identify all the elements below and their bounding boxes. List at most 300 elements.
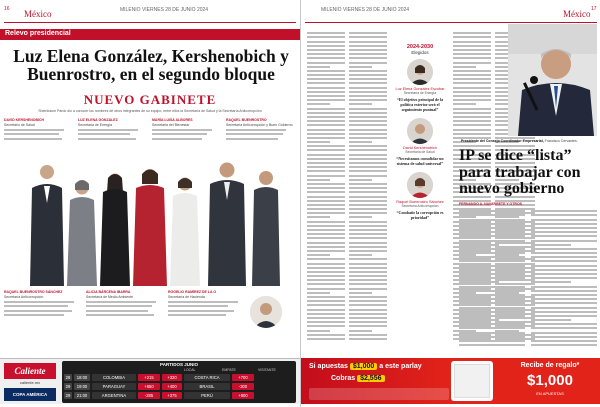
text-line: [349, 204, 387, 206]
text-line: [307, 275, 345, 277]
text-line: [349, 124, 387, 126]
bio-role: Secretaria del Bienestar: [152, 122, 190, 127]
text-line: [531, 273, 597, 275]
text-line: [459, 311, 525, 313]
home-odds: -285: [138, 392, 160, 399]
text-line: [349, 263, 387, 265]
bio-top-3: [152, 118, 222, 142]
profile-2: [391, 118, 449, 166]
text-line: [531, 260, 597, 262]
photo-caption: [461, 139, 597, 143]
text-line: [349, 49, 387, 51]
text-line: [307, 229, 345, 231]
text-line: [349, 45, 387, 47]
text-line: [459, 244, 499, 246]
text-line: [307, 330, 330, 332]
text-line: [349, 271, 387, 273]
text-line: [531, 327, 597, 329]
right-top-rule: [305, 22, 597, 23]
header-local: LOCAL: [184, 368, 196, 372]
text-line: [531, 235, 597, 237]
profile-name: David Kershenobich: [403, 146, 437, 150]
text-line: [453, 32, 491, 34]
text-line: [307, 70, 345, 72]
portrait-circle: [250, 296, 282, 328]
text-line: [459, 344, 525, 346]
parlay-line2: a este parlay: [379, 363, 422, 370]
bio-role: Secretaria de Energía: [78, 122, 113, 127]
text-line: [349, 212, 387, 214]
text-line: [307, 325, 345, 327]
text-line: [531, 298, 597, 300]
text-line: [349, 196, 387, 198]
away-team: PERÚ: [184, 392, 230, 399]
right-section-label: México: [563, 9, 591, 19]
text-line: [307, 313, 345, 315]
text-line: [459, 269, 525, 271]
bio-bottom-1: [4, 290, 82, 318]
text-line: [307, 49, 345, 51]
text-line: [349, 233, 387, 235]
away-team: COSTA RICA: [184, 374, 230, 381]
away-team: BRASIL: [184, 383, 230, 390]
text-line: [349, 250, 387, 252]
profile-quote: “El objetivo principal de la política exterior será el seguimiento puntual”: [396, 97, 444, 112]
draw-odds: +400: [162, 383, 182, 390]
text-line: [349, 317, 387, 319]
text-line: [307, 317, 345, 319]
text-line: [349, 154, 387, 156]
text-line: [349, 82, 387, 84]
profile-photo: [407, 118, 433, 144]
text-line: [307, 304, 345, 306]
text-line: [349, 166, 387, 168]
text-line: [307, 145, 345, 147]
text-line: [453, 41, 491, 43]
text-line: [307, 129, 345, 131]
text-line: [459, 219, 525, 221]
text-line: [459, 332, 525, 334]
text-line: [349, 321, 387, 323]
text-line: [453, 120, 491, 122]
promo-title: Recibe de regalo*: [520, 362, 580, 369]
text-line: [349, 41, 387, 43]
text-line: [531, 332, 597, 334]
text-line: [307, 99, 345, 101]
profiles-title: 2024-2030: [406, 44, 434, 50]
profile-name: Raquel Buenrostro Sánchez: [396, 200, 444, 204]
text-line: [349, 141, 372, 143]
header-visitante: VISITANTE: [258, 368, 276, 372]
text-line: [459, 240, 525, 242]
text-line: [531, 231, 597, 233]
match-time: 18:00: [74, 374, 90, 381]
text-line: [459, 265, 525, 267]
text-line: [307, 200, 345, 202]
text-line: [307, 108, 345, 110]
headline-subtitle: Sheinbaum Pardo dio a conocer los nombres de otros integrantes de su equipo, entre ellos la Secretaría de Salud y la Secretaría Anticorrupción: [38, 109, 262, 113]
section-bar: Relevo presidencial: [0, 29, 300, 40]
text-line: [349, 108, 387, 110]
text-line: [307, 62, 345, 64]
text-line: [349, 225, 387, 227]
right-running-head: MILENIO VIERNES 28 DE JUNIO 2024: [321, 7, 410, 13]
text-line: [349, 309, 387, 311]
home-odds: +650: [138, 383, 160, 390]
text-line: [307, 78, 345, 80]
text-line: [531, 269, 597, 271]
text-line: [459, 252, 525, 254]
text-line: [531, 302, 597, 304]
text-line: [349, 116, 387, 118]
text-line: [307, 103, 330, 105]
text-line: [349, 66, 372, 68]
promo-amount: $1,000: [527, 372, 573, 389]
text-line: [453, 70, 491, 72]
text-line: [453, 45, 491, 47]
profile-quote: “Necesitamos consolidar un sistema de salud universal”: [396, 156, 444, 166]
text-line: [349, 237, 387, 239]
text-line: [349, 304, 387, 306]
text-line: [307, 296, 345, 298]
left-top-rule: [4, 22, 296, 23]
text-line: [453, 62, 491, 64]
text-line: [453, 124, 491, 126]
text-line: [307, 300, 345, 302]
text-line: [349, 183, 387, 185]
text-line: [459, 235, 525, 237]
bio-name: RAQUEL BUENROSTRO: [226, 118, 267, 122]
copa-america-badge: COPA AMÉRICA: [4, 388, 56, 401]
text-line: [531, 214, 597, 216]
text-line: [307, 288, 345, 290]
text-line: [349, 149, 387, 151]
parlay-line1: Si apuestas: [309, 363, 348, 370]
text-line: [307, 74, 345, 76]
text-line: [459, 277, 525, 279]
text-line: [459, 290, 525, 292]
caliente-logo: Caliente: [4, 363, 56, 379]
text-line: [459, 260, 525, 262]
parlay-amount1: $1,000: [350, 363, 377, 370]
text-line: [307, 36, 345, 38]
text-line: [531, 210, 597, 212]
text-line: [349, 221, 387, 223]
text-line: [531, 290, 597, 292]
phone-mockup: [451, 361, 493, 401]
text-line: [349, 137, 387, 139]
text-line: [349, 296, 387, 298]
text-line: [349, 36, 387, 38]
group-photo-illustration: [20, 158, 280, 286]
text-line: [349, 267, 387, 269]
text-line: [459, 323, 525, 325]
right-page: [300, 0, 600, 407]
parlay-picks-strip: [309, 388, 449, 400]
text-line: [307, 283, 345, 285]
profiles-column: [391, 44, 449, 220]
ip-byline: FERNANDO A. NAVARRETE Y OTROS: [459, 202, 523, 206]
text-line: [459, 307, 525, 309]
text-line: [307, 116, 345, 118]
ip-headline: IP se dice “lista” para trabajar con nuevo gobierno: [459, 147, 581, 197]
text-line: [453, 108, 491, 110]
text-line: [307, 208, 345, 210]
text-line: [531, 294, 597, 296]
text-line: [349, 292, 372, 294]
bio-role: Secretaría Anticorrupción: [4, 294, 44, 299]
parlay-ad[interactable]: [301, 358, 600, 404]
text-line: [307, 267, 345, 269]
text-line: [531, 307, 597, 309]
text-line: [307, 149, 345, 151]
text-line: [349, 283, 387, 285]
text-line: [531, 248, 597, 250]
text-line: [349, 74, 387, 76]
draw-odds: +375: [162, 392, 182, 399]
profile-role: Secretaría de Salud: [405, 150, 435, 154]
text-line: [307, 292, 330, 294]
businessman-photo: [508, 24, 597, 136]
text-line: [307, 133, 345, 135]
text-line: [349, 288, 387, 290]
text-line: [349, 325, 387, 327]
text-line: [349, 254, 372, 256]
bio-name: RAQUEL BUENROSTRO SÁNCHEZ: [4, 290, 63, 294]
text-line: [307, 166, 345, 168]
text-line: [349, 300, 387, 302]
left-page-number: 16: [4, 6, 10, 12]
text-line: [453, 82, 491, 84]
text-line: [453, 103, 476, 105]
text-line: [307, 191, 345, 193]
profiles-subtitle: Elegidos: [411, 50, 429, 55]
text-line: [453, 87, 491, 89]
text-line: [531, 340, 597, 342]
text-line: [307, 216, 330, 218]
text-line: [349, 62, 387, 64]
text-line: [453, 95, 491, 97]
ip-article-col-1: [459, 208, 525, 352]
text-line: [349, 103, 372, 105]
text-line: [459, 315, 525, 317]
text-line: [349, 133, 387, 135]
bio-role: Secretaría Anticorrupción y Buen Gobierno: [226, 122, 293, 127]
profile-role: Secretaría Anticorrupción: [401, 204, 439, 208]
text-line: [307, 66, 330, 68]
text-line: [349, 187, 387, 189]
text-line: [459, 327, 525, 329]
text-line: [531, 319, 571, 321]
text-line: [531, 315, 597, 317]
text-line: [531, 281, 571, 283]
text-line: [349, 279, 387, 281]
text-line: [459, 340, 525, 342]
text-line: [307, 91, 345, 93]
text-line: [307, 175, 345, 177]
text-line: [453, 112, 491, 114]
text-line: [349, 246, 387, 248]
text-line: [459, 273, 525, 275]
text-line: [453, 116, 491, 118]
text-line: [531, 256, 597, 258]
text-line: [307, 196, 345, 198]
text-line: [531, 240, 597, 242]
text-line: [307, 158, 345, 160]
text-line: [349, 129, 387, 131]
text-line: [307, 321, 345, 323]
profile-quote: “Combatir la corrupción es prioridad”: [396, 210, 444, 220]
text-line: [349, 175, 387, 177]
text-line: [307, 233, 345, 235]
businessman-illustration: [508, 24, 597, 136]
text-line: [453, 99, 491, 101]
text-line: [307, 32, 345, 34]
profile-name: Luz Elena González Escobar: [395, 87, 445, 91]
text-line: [307, 141, 330, 143]
text-line: [453, 36, 491, 38]
text-line: [531, 265, 597, 267]
text-line: [459, 210, 525, 212]
text-line: [453, 49, 491, 51]
text-line: [307, 221, 345, 223]
text-line: [307, 124, 345, 126]
away-odds: +800: [232, 392, 254, 399]
text-line: [307, 57, 345, 59]
text-line: [307, 242, 345, 244]
text-line: [531, 277, 597, 279]
text-line: [349, 99, 387, 101]
caption-person: Francisco Cervantes.: [544, 139, 578, 143]
text-line: [307, 263, 345, 265]
bio-name: LUZ ELENA GONZÁLEZ: [78, 118, 118, 122]
text-line: [459, 302, 525, 304]
text-line: [349, 95, 387, 97]
text-line: [453, 133, 491, 135]
bio-top-1: [4, 118, 74, 142]
kicker-nuevo-gabinete: NUEVO GABINETE: [83, 92, 217, 107]
profile-role: Secretaría de Energía: [403, 91, 437, 95]
caliente-ad[interactable]: [0, 358, 300, 404]
text-line: [531, 311, 597, 313]
profile-photo: [407, 59, 433, 85]
away-odds: +700: [232, 374, 254, 381]
text-line: [459, 256, 525, 258]
profile-1: [391, 59, 449, 112]
bio-name: ALICIA BÁRCENA IBARRA: [86, 290, 131, 294]
text-line: [531, 227, 597, 229]
text-line: [307, 87, 345, 89]
text-line: [531, 223, 597, 225]
text-line: [531, 336, 597, 338]
caliente-url: caliente.mx: [19, 380, 41, 385]
text-line: [307, 41, 345, 43]
text-line: [349, 170, 387, 172]
text-line: [349, 229, 387, 231]
match-time: 21:00: [74, 392, 90, 399]
text-line: [453, 57, 491, 59]
main-headline: Luz Elena González, Kershenobich y Buenrostro, en el segundo bloque: [13, 46, 289, 84]
text-line: [531, 244, 571, 246]
text-line: [307, 183, 345, 185]
text-line: [349, 32, 387, 34]
text-line: [307, 258, 345, 260]
text-line: [349, 208, 387, 210]
home-team: ARGENTINA: [92, 392, 136, 399]
ip-article-col-2: [531, 208, 597, 352]
left-section-label: México: [24, 9, 52, 19]
odds-table-title: PARTIDOS JUNIO: [160, 362, 198, 367]
text-line: [349, 112, 387, 114]
text-line: [307, 204, 345, 206]
text-line: [349, 179, 372, 181]
text-line: [349, 57, 387, 59]
text-line: [307, 338, 345, 340]
right-page-number: 17: [591, 6, 597, 12]
text-line: [349, 91, 387, 93]
text-line: [307, 334, 345, 336]
draw-odds: +320: [162, 374, 182, 381]
bio-role: Secretaría de Medio Ambiente: [86, 294, 134, 299]
bio-bottom-2: [86, 290, 164, 318]
text-line: [307, 212, 345, 214]
text-line: [307, 82, 345, 84]
text-line: [307, 137, 345, 139]
text-line: [307, 45, 345, 47]
bio-name: DAVID KERSHENOBICH: [4, 118, 44, 122]
text-line: [349, 313, 387, 315]
text-line: [307, 254, 330, 256]
home-team: COLOMBIA: [92, 374, 136, 381]
profile-3: [391, 172, 449, 220]
match-time: 19:00: [74, 383, 90, 390]
text-line: [307, 179, 330, 181]
text-line: [531, 219, 597, 221]
text-line: [349, 258, 387, 260]
home-team: PARAGUAY: [92, 383, 136, 390]
text-line: [307, 120, 345, 122]
bio-top-2: [78, 118, 148, 142]
text-line: [307, 237, 345, 239]
text-line: [453, 53, 491, 55]
match-day: 29: [65, 393, 71, 398]
text-line: [349, 330, 372, 332]
text-line: [349, 78, 387, 80]
text-line: [349, 216, 372, 218]
text-line: [349, 70, 387, 72]
text-line: [349, 162, 387, 164]
text-line: [307, 162, 345, 164]
text-line: [349, 200, 387, 202]
text-line: [307, 154, 345, 156]
text-line: [459, 248, 525, 250]
caption-title: Presidente del Consejo Coordinador Empresarial,: [461, 139, 544, 143]
text-line: [349, 275, 387, 277]
bio-role: Secretaría de Hacienda: [168, 294, 205, 299]
bio-name: ROGELIO RAMÍREZ DE LA O: [168, 290, 217, 294]
cabinet-group-photo: [20, 158, 280, 286]
text-line: [307, 279, 345, 281]
bio-role: Secretario de Salud: [4, 122, 35, 127]
text-line: [453, 78, 491, 80]
text-line: [349, 334, 387, 336]
text-line: [307, 53, 345, 55]
parlay-amount2: $2,556: [357, 375, 384, 382]
text-line: [307, 246, 345, 248]
text-line: [459, 286, 525, 288]
parlay-line: [309, 363, 422, 370]
text-line: [307, 170, 345, 172]
